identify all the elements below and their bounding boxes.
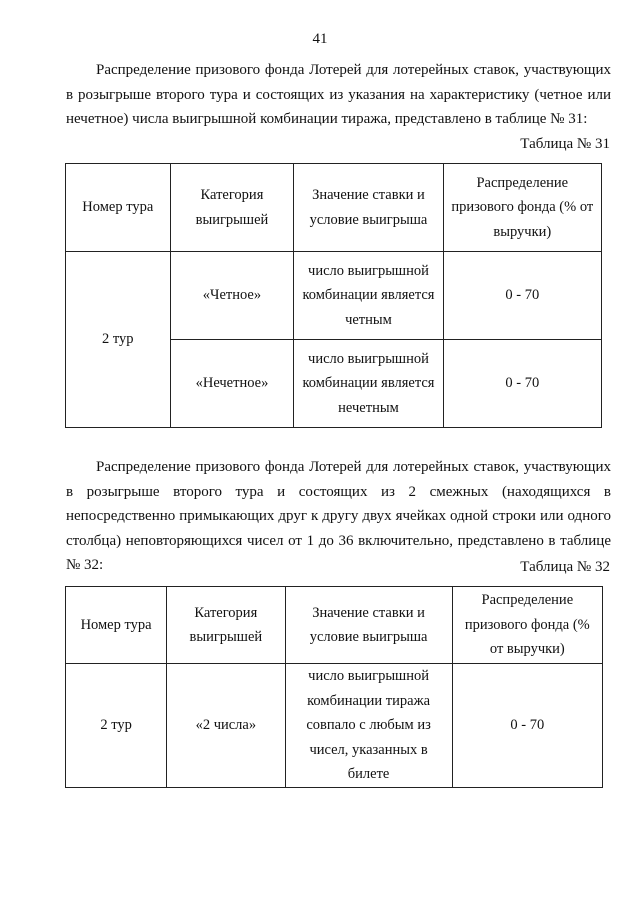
header-bet-condition: Значение ставки и условие выигрыша bbox=[285, 587, 452, 664]
table-header-row bbox=[66, 587, 603, 664]
cell-condition: число выигрышной комбинации является нечетным bbox=[294, 340, 443, 428]
table-31 bbox=[65, 163, 602, 428]
header-tour-number: Номер тура bbox=[66, 164, 171, 252]
header-win-category: Категория выигрышей bbox=[170, 164, 294, 252]
header-win-category: Категория выигрышей bbox=[167, 587, 285, 664]
cell-category: «2 числа» bbox=[167, 664, 285, 788]
cell-condition: число выигрышной комбинации тиража совпало с любым из чисел, указанных в билете bbox=[285, 664, 452, 788]
table-32 bbox=[65, 586, 603, 788]
cell-category: «Нечетное» bbox=[170, 340, 294, 428]
cell-category: «Четное» bbox=[170, 252, 294, 340]
table-row bbox=[66, 252, 602, 340]
header-prize-distribution: Распределение призового фонда (% от выручки) bbox=[443, 164, 601, 252]
cell-tour: 2 тур bbox=[66, 664, 167, 788]
cell-condition: число выигрышной комбинации является четным bbox=[294, 252, 443, 340]
cell-distribution: 0 - 70 bbox=[443, 252, 601, 340]
cell-tour: 2 тур bbox=[66, 252, 171, 428]
table-31-caption: Таблица № 31 bbox=[520, 136, 610, 152]
table-header-row bbox=[66, 164, 602, 252]
page-number: 41 bbox=[312, 31, 328, 47]
paragraph-table-32-intro: Распределение призового фонда Лотерей для лотерейных ставок, участвующих в розыгрыше второго тура и состоящих из 2 смежных (находящихся в непосредственно примыкающих друг к другу двух ячейках одной строки или одного столбца) неповторяющихся чисел от 1 до 36 включительно, представлено в таблице № 32: bbox=[66, 459, 611, 573]
header-prize-distribution: Распределение призового фонда (% от выручки) bbox=[452, 587, 602, 664]
cell-distribution: 0 - 70 bbox=[452, 664, 602, 788]
paragraph-table-31-intro: Распределение призового фонда Лотерей для лотерейных ставок, участвующих в розыгрыше второго тура и состоящих из указания на характеристику (четное или нечетное) числа выигрышной комбинации тиража, представлено в таблице № 31: bbox=[66, 62, 611, 127]
header-bet-condition: Значение ставки и условие выигрыша bbox=[294, 164, 443, 252]
cell-distribution: 0 - 70 bbox=[443, 340, 601, 428]
table-row bbox=[66, 664, 603, 788]
table-32-caption: Таблица № 32 bbox=[520, 559, 610, 575]
header-tour-number: Номер тура bbox=[66, 587, 167, 664]
